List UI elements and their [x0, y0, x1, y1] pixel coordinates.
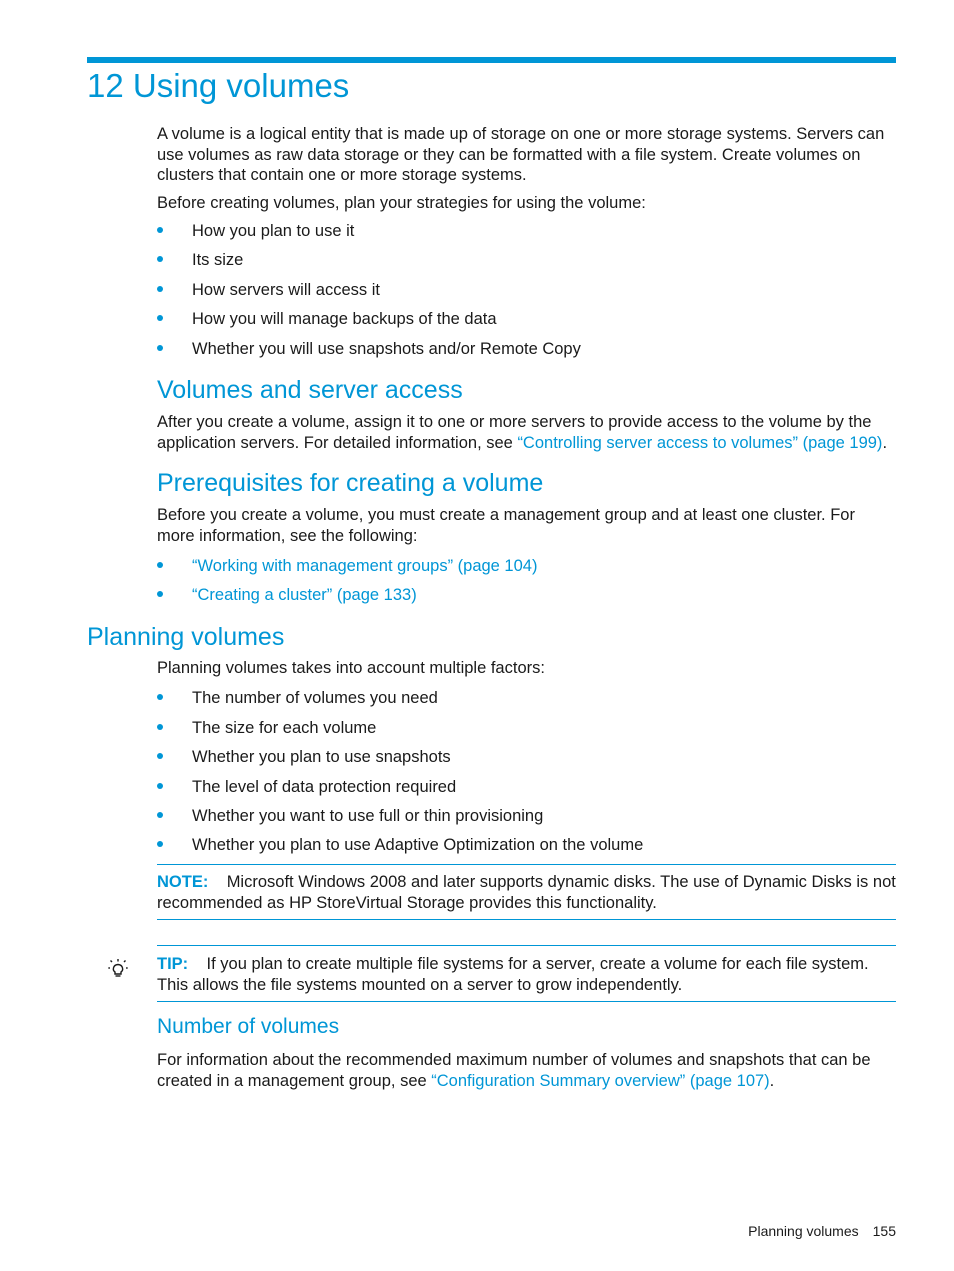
tip-top-rule	[157, 945, 896, 946]
tip-label: TIP:	[157, 955, 189, 973]
section-heading-planning: Planning volumes	[87, 623, 285, 651]
intro-paragraph	[157, 124, 896, 186]
period: .	[769, 1071, 775, 1090]
intro-lead	[157, 193, 896, 214]
bullet-icon	[157, 694, 163, 700]
list-item-text: Whether you want to use full or thin provisioning	[192, 807, 544, 825]
server-access-paragraph	[157, 412, 896, 453]
note-box	[157, 872, 896, 913]
tip-bottom-rule	[157, 1001, 896, 1002]
bullet-icon	[157, 812, 163, 818]
bullet-icon	[157, 783, 163, 789]
creating-cluster-link[interactable]: “Creating a cluster” (page 133)	[192, 586, 417, 604]
note-top-rule	[157, 864, 896, 865]
period: .	[882, 433, 888, 452]
footer-section-title: Planning volumes	[748, 1223, 859, 1239]
section-heading-prerequisites: Prerequisites for creating a volume	[157, 469, 544, 497]
list-item-text: How you will manage backups of the data	[192, 310, 497, 328]
tip-text: If you plan to create multiple file systems for a server, create a volume for each file system. This allows the file systems mounted on a server to grow independently.	[157, 955, 869, 994]
bullet-icon	[157, 286, 163, 292]
chapter-top-rule	[87, 57, 896, 63]
list-item-text: Whether you plan to use Adaptive Optimization on the volume	[192, 836, 644, 854]
bullet-icon	[157, 562, 163, 568]
list-item-text: Its size	[192, 251, 244, 269]
bullet-icon	[157, 591, 163, 597]
planning-lead-text: Planning volumes takes into account multiple factors:	[157, 659, 545, 677]
intro-lead-text: Before creating volumes, plan your strategies for using the volume:	[157, 194, 646, 212]
chapter-title: 12 Using volumes	[87, 67, 350, 104]
bullet-icon	[157, 724, 163, 730]
page-footer	[748, 1223, 896, 1239]
note-label: NOTE:	[157, 873, 209, 891]
prerequisites-text: Before you create a volume, you must create a management group and at least one cluster. For more information, see the following:	[157, 506, 855, 545]
prerequisites-paragraph	[157, 505, 896, 546]
list-item-text: The number of volumes you need	[192, 689, 438, 707]
note-bottom-rule	[157, 919, 896, 920]
planning-lead	[157, 658, 896, 679]
note-text: Microsoft Windows 2008 and later supports dynamic disks. The use of Dynamic Disks is not recommended as HP StoreVirtual Storage provides this functionality.	[157, 873, 896, 912]
bullet-icon	[157, 753, 163, 759]
bullet-icon	[157, 841, 163, 847]
server-access-text: After you create a volume, assign it to one or more servers to provide access to the volume by the application servers. For detailed information, see	[157, 413, 872, 452]
bullet-icon	[157, 227, 163, 233]
page-number: 155	[872, 1223, 896, 1239]
number-of-volumes-text: For information about the recommended maximum number of volumes and snapshots that can be created in a management group, see	[157, 1051, 871, 1090]
controlling-access-link[interactable]: “Controlling server access to volumes” (page 199)	[517, 433, 883, 452]
list-item-text: Whether you will use snapshots and/or Remote Copy	[192, 340, 581, 358]
list-item-text: How you plan to use it	[192, 222, 355, 240]
intro-text: A volume is a logical entity that is made up of storage on one or more storage systems. Servers can use volumes as raw data storage or they can be formatted with a file system. Create volumes on clusters that contain one or more storage systems.	[157, 125, 885, 184]
list-item-text: The level of data protection required	[192, 778, 457, 796]
lightbulb-icon	[108, 958, 128, 980]
list-item-text: How servers will access it	[192, 281, 380, 299]
section-heading-server-access: Volumes and server access	[157, 376, 463, 404]
tip-box	[157, 954, 896, 995]
configuration-summary-link[interactable]: “Configuration Summary overview” (page 107)	[431, 1071, 770, 1090]
list-item-text: The size for each volume	[192, 719, 377, 737]
bullet-icon	[157, 256, 163, 262]
bullet-icon	[157, 345, 163, 351]
bullet-icon	[157, 315, 163, 321]
number-of-volumes-paragraph	[157, 1050, 896, 1091]
management-groups-link[interactable]: “Working with management groups” (page 104)	[192, 557, 538, 575]
list-item-text: Whether you plan to use snapshots	[192, 748, 451, 766]
section-heading-number-of-volumes: Number of volumes	[157, 1015, 340, 1038]
